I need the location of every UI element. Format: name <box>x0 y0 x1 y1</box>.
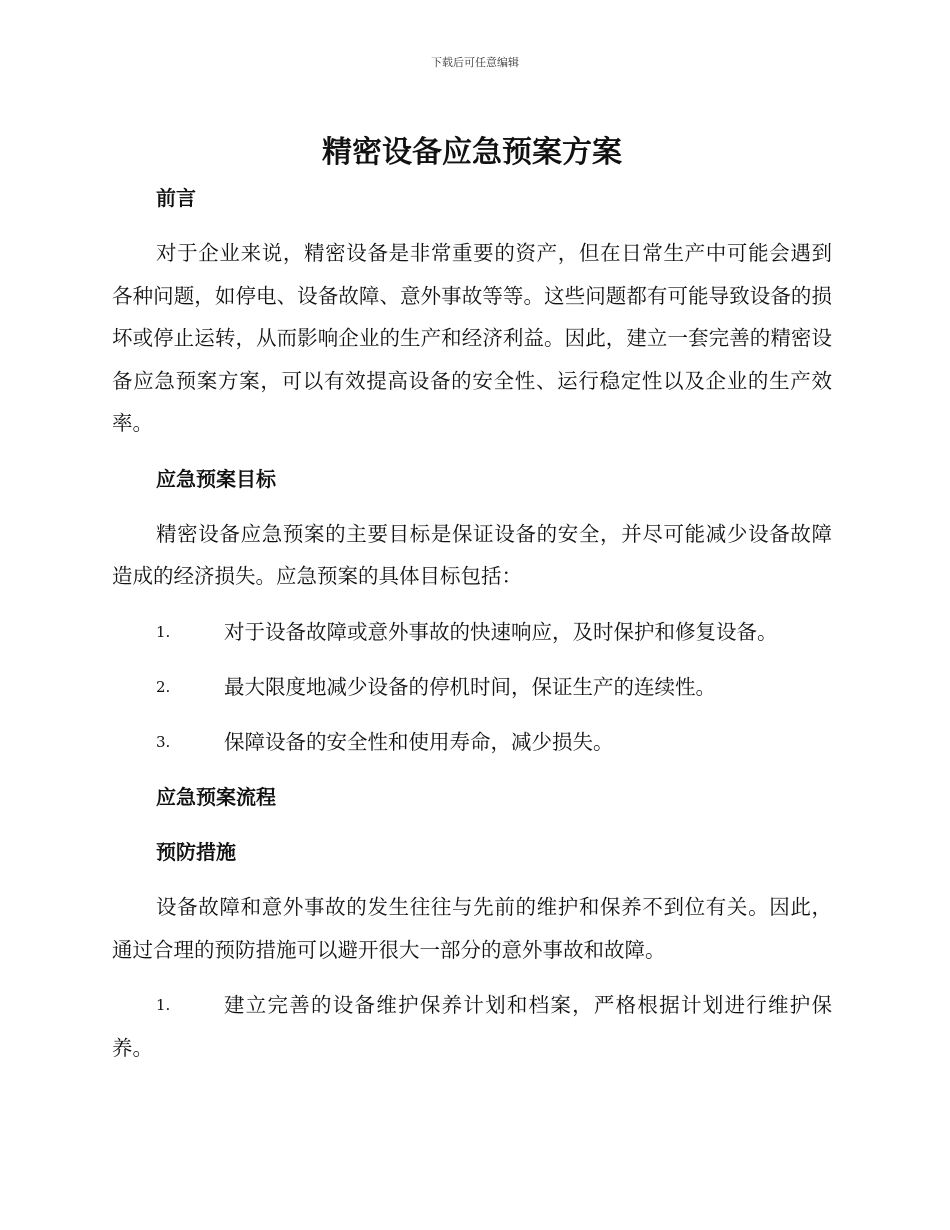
heading-goals: 应急预案目标 <box>156 466 276 491</box>
list-item-number: 2. <box>156 677 171 696</box>
list-item-number: 1. <box>156 622 171 641</box>
list-item-goal-3 <box>112 721 832 764</box>
list-item-number: 3. <box>156 732 171 751</box>
list-item-number: 1. <box>156 996 171 1014</box>
list-item-prevention-1 <box>112 984 832 1069</box>
heading-process: 应急预案流程 <box>156 785 276 809</box>
list-item-text: 对于设备故障或意外事故的快速响应，及时保护和修复设备。 <box>224 619 778 644</box>
heading-preface: 前言 <box>156 186 196 210</box>
paragraph-preface: 对于企业来说，精密设备是非常重要的资产，但在日常生产中可能会遇到各种问题，如停电、设备故障、意外事故等等。这些问题都有可能导致设备的损坏或停止运转，从而影响企业的生产和经济利益。因此，建立一套完善的精密设备应急预案方案，可以有效提高设备的安全性、运行稳定性以及企业的生产效率。 <box>112 241 832 435</box>
list-item-text: 建立完善的设备维护保养计划和档案，严格根据计划进行维护保养。 <box>112 993 832 1060</box>
document-body <box>112 128 832 1069</box>
list-item-text: 最大限度地减少设备的停机时间，保证生产的连续性。 <box>224 674 716 699</box>
list-item-goal-1 <box>112 611 832 654</box>
list-item-text: 保障设备的安全性和使用寿命，减少损失。 <box>224 729 614 754</box>
heading-prevention: 预防措施 <box>156 840 236 864</box>
paragraph-goals: 精密设备应急预案的主要目标是保证设备的安全，并尽可能减少设备故障造成的经济损失。应急预案的具体目标包括： <box>112 521 832 588</box>
paragraph-prevention: 设备故障和意外事故的发生往往与先前的维护和保养不到位有关。因此，通过合理的预防措施可以避开很大一部分的意外事故和故障。 <box>112 895 832 962</box>
page-header: 下载后可任意编辑 <box>431 56 519 69</box>
document-title: 精密设备应急预案方案 <box>322 135 622 170</box>
list-item-goal-2 <box>112 666 832 709</box>
